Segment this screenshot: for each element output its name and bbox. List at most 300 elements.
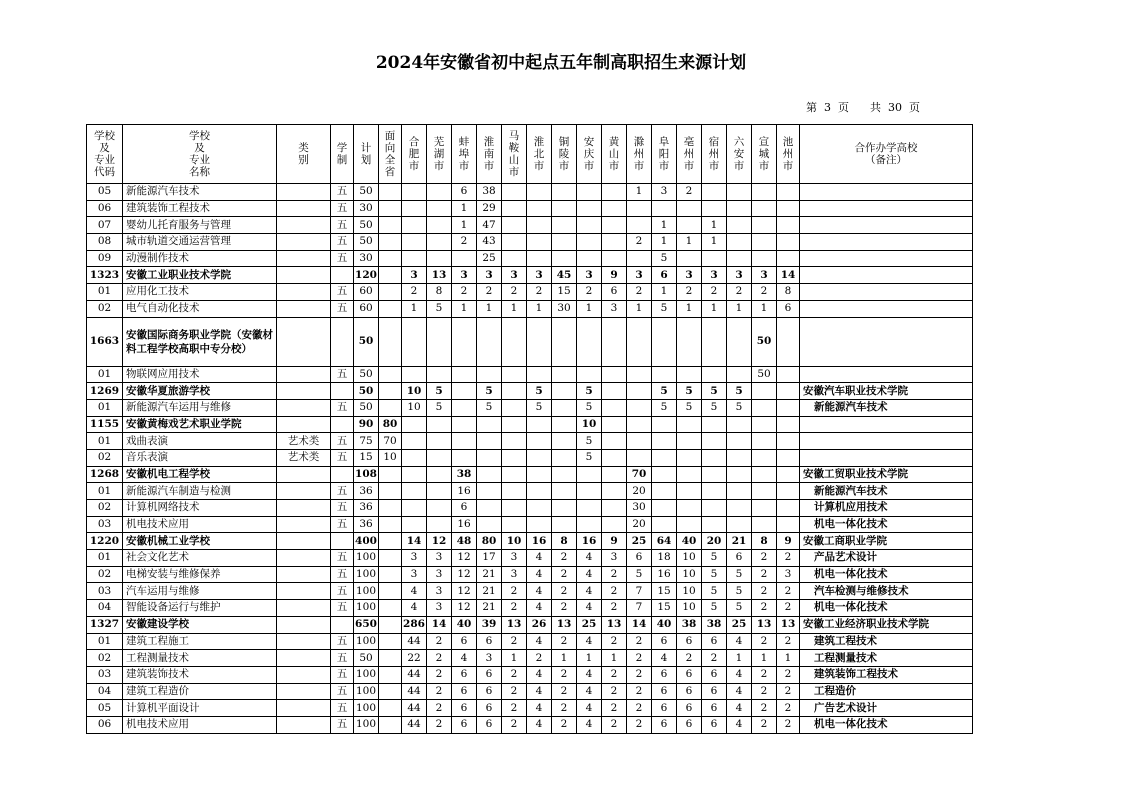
cell-system: 五 <box>331 284 354 301</box>
cell-city-count <box>577 200 602 217</box>
cell-city-count <box>402 466 427 483</box>
cell-city-count: 21 <box>477 600 502 617</box>
cell-city-count: 2 <box>602 716 627 733</box>
cell-province: 70 <box>379 433 402 450</box>
cell-city-count <box>402 500 427 517</box>
cell-system <box>331 317 354 366</box>
cell-city-count <box>777 466 800 483</box>
cell-city-count: 25 <box>577 616 602 633</box>
header-city: 马 鞍 山 市 <box>502 125 527 184</box>
cell-system: 五 <box>331 200 354 217</box>
cell-name: 计算机平面设计 <box>123 700 277 717</box>
cell-province <box>379 616 402 633</box>
cell-city-count <box>527 516 552 533</box>
document-title: 2024年安徽省初中起点五年制高职招生来源计划 <box>375 53 747 73</box>
cell-city-count <box>402 250 427 267</box>
cell-city-count: 5 <box>652 383 677 400</box>
cell-city-count <box>777 433 800 450</box>
cell-city-count <box>527 200 552 217</box>
cell-city-count <box>402 200 427 217</box>
cell-province <box>379 533 402 550</box>
header-city: 合 肥 市 <box>402 125 427 184</box>
cell-city-count <box>727 433 752 450</box>
cell-city-count <box>477 466 502 483</box>
cell-city-count: 2 <box>427 716 452 733</box>
cell-city-count: 9 <box>602 533 627 550</box>
cell-plan: 50 <box>354 217 379 234</box>
cell-system: 五 <box>331 550 354 567</box>
cell-city-count <box>752 200 777 217</box>
cell-city-count: 5 <box>652 399 677 416</box>
cell-city-count <box>527 250 552 267</box>
cell-city-count: 4 <box>527 683 552 700</box>
cell-city-count: 80 <box>477 533 502 550</box>
cell-city-count <box>552 250 577 267</box>
cell-city-count: 17 <box>477 550 502 567</box>
cell-city-count <box>602 200 627 217</box>
cell-city-count: 1 <box>577 300 602 317</box>
cell-city-count <box>552 184 577 201</box>
cell-city-count: 1 <box>752 300 777 317</box>
cell-city-count: 6 <box>727 550 752 567</box>
cell-code: 08 <box>87 234 123 251</box>
cell-city-count <box>777 366 800 383</box>
cell-plan: 400 <box>354 533 379 550</box>
enrollment-plan-table <box>86 124 973 734</box>
cell-city-count: 6 <box>477 700 502 717</box>
cell-city-count: 2 <box>602 600 627 617</box>
major-row <box>87 250 973 267</box>
cell-city-count: 20 <box>702 533 727 550</box>
cell-city-count: 2 <box>752 633 777 650</box>
cell-city-count: 9 <box>777 533 800 550</box>
cell-city-count: 12 <box>452 550 477 567</box>
cell-city-count <box>652 200 677 217</box>
cell-system: 五 <box>331 366 354 383</box>
cell-city-count <box>427 500 452 517</box>
cell-city-count <box>627 200 652 217</box>
cell-city-count: 38 <box>677 616 702 633</box>
cell-city-count: 6 <box>477 716 502 733</box>
cell-city-count <box>602 449 627 466</box>
cell-city-count <box>502 399 527 416</box>
cell-city-count: 10 <box>677 583 702 600</box>
cell-city-count <box>777 317 800 366</box>
cell-city-count: 3 <box>702 267 727 284</box>
cell-city-count <box>777 383 800 400</box>
cell-note: 安徽工业经济职业技术学院 <box>800 616 973 633</box>
major-row <box>87 449 973 466</box>
major-row <box>87 633 973 650</box>
cell-city-count <box>552 449 577 466</box>
cell-city-count: 1 <box>727 650 752 667</box>
cell-city-count: 1 <box>402 300 427 317</box>
cell-city-count <box>777 449 800 466</box>
cell-city-count <box>602 416 627 433</box>
cell-province <box>379 200 402 217</box>
cell-city-count: 2 <box>752 583 777 600</box>
cell-system: 五 <box>331 449 354 466</box>
cell-type <box>277 516 331 533</box>
major-row <box>87 184 973 201</box>
cell-province <box>379 700 402 717</box>
cell-city-count <box>777 200 800 217</box>
cell-code: 03 <box>87 583 123 600</box>
cell-name: 汽车运用与维修 <box>123 583 277 600</box>
table-header-row <box>87 125 973 184</box>
cell-city-count: 25 <box>727 616 752 633</box>
cell-note <box>800 433 973 450</box>
cell-city-count: 12 <box>452 566 477 583</box>
major-row <box>87 366 973 383</box>
cell-city-count: 4 <box>577 716 602 733</box>
cell-system: 五 <box>331 217 354 234</box>
cell-system <box>331 466 354 483</box>
cell-type <box>277 583 331 600</box>
cell-type <box>277 716 331 733</box>
cell-city-count: 21 <box>477 566 502 583</box>
cell-city-count <box>627 399 652 416</box>
cell-type <box>277 284 331 301</box>
cell-city-count: 1 <box>477 300 502 317</box>
cell-city-count: 38 <box>452 466 477 483</box>
cell-city-count: 5 <box>727 399 752 416</box>
cell-city-count: 2 <box>552 566 577 583</box>
cell-system: 五 <box>331 234 354 251</box>
cell-note: 建筑装饰工程技术 <box>800 666 973 683</box>
cell-code: 06 <box>87 716 123 733</box>
cell-system <box>331 416 354 433</box>
cell-city-count: 13 <box>752 616 777 633</box>
cell-plan: 50 <box>354 317 379 366</box>
cell-city-count: 2 <box>602 700 627 717</box>
cell-city-count <box>502 200 527 217</box>
cell-city-count: 6 <box>477 683 502 700</box>
cell-name: 应用化工技术 <box>123 284 277 301</box>
cell-city-count: 2 <box>452 284 477 301</box>
cell-city-count <box>452 433 477 450</box>
cell-city-count: 3 <box>477 650 502 667</box>
cell-city-count: 2 <box>552 700 577 717</box>
cell-code: 1155 <box>87 416 123 433</box>
cell-city-count <box>652 500 677 517</box>
major-row <box>87 500 973 517</box>
cell-city-count: 15 <box>652 600 677 617</box>
cell-city-count <box>627 250 652 267</box>
cell-type <box>277 416 331 433</box>
cell-city-count <box>602 500 627 517</box>
cell-city-count: 25 <box>477 250 502 267</box>
cell-city-count: 3 <box>627 267 652 284</box>
cell-city-count <box>702 449 727 466</box>
cell-city-count: 6 <box>477 666 502 683</box>
cell-city-count <box>452 399 477 416</box>
cell-province <box>379 483 402 500</box>
major-row <box>87 200 973 217</box>
cell-city-count: 13 <box>552 616 577 633</box>
cell-city-count <box>452 250 477 267</box>
cell-name: 动漫制作技术 <box>123 250 277 267</box>
cell-city-count: 3 <box>602 550 627 567</box>
cell-system: 五 <box>331 650 354 667</box>
header-city: 黄 山 市 <box>602 125 627 184</box>
cell-city-count <box>752 217 777 234</box>
cell-city-count: 16 <box>452 516 477 533</box>
cell-city-count <box>652 516 677 533</box>
cell-name: 安徽华夏旅游学校 <box>123 383 277 400</box>
cell-city-count <box>702 433 727 450</box>
cell-city-count: 13 <box>602 616 627 633</box>
cell-note <box>800 217 973 234</box>
header-name: 学校 及 专业 名称 <box>123 125 277 184</box>
cell-city-count <box>752 383 777 400</box>
cell-city-count: 2 <box>552 666 577 683</box>
cell-city-count: 5 <box>727 600 752 617</box>
cell-city-count: 3 <box>652 184 677 201</box>
cell-city-count <box>552 234 577 251</box>
cell-system <box>331 616 354 633</box>
cell-plan: 60 <box>354 300 379 317</box>
cell-province <box>379 600 402 617</box>
cell-city-count: 16 <box>527 533 552 550</box>
cell-city-count <box>452 449 477 466</box>
cell-city-count: 6 <box>777 300 800 317</box>
cell-name: 安徽黄梅戏艺术职业学院 <box>123 416 277 433</box>
cell-type <box>277 234 331 251</box>
cell-city-count <box>577 366 602 383</box>
cell-city-count: 40 <box>652 616 677 633</box>
cell-city-count <box>502 500 527 517</box>
cell-city-count <box>427 516 452 533</box>
cell-city-count: 8 <box>752 533 777 550</box>
cell-city-count <box>752 399 777 416</box>
cell-city-count <box>477 317 502 366</box>
cell-province <box>379 234 402 251</box>
cell-type <box>277 383 331 400</box>
cell-plan: 60 <box>354 284 379 301</box>
cell-city-count: 43 <box>477 234 502 251</box>
cell-type <box>277 700 331 717</box>
cell-city-count <box>602 250 627 267</box>
cell-code: 01 <box>87 483 123 500</box>
cell-city-count: 8 <box>552 533 577 550</box>
cell-city-count <box>727 449 752 466</box>
header-city: 宿 州 市 <box>702 125 727 184</box>
cell-plan: 100 <box>354 683 379 700</box>
cell-city-count: 1 <box>452 217 477 234</box>
cell-city-count <box>402 217 427 234</box>
header-city: 六 安 市 <box>727 125 752 184</box>
cell-note: 新能源汽车技术 <box>800 399 973 416</box>
cell-city-count <box>702 466 727 483</box>
cell-city-count: 4 <box>527 633 552 650</box>
cell-city-count: 5 <box>477 399 502 416</box>
cell-city-count: 14 <box>427 616 452 633</box>
cell-city-count <box>502 317 527 366</box>
cell-city-count: 2 <box>677 184 702 201</box>
cell-city-count: 2 <box>502 700 527 717</box>
cell-city-count: 4 <box>402 600 427 617</box>
cell-city-count <box>527 483 552 500</box>
cell-plan: 36 <box>354 516 379 533</box>
cell-city-count: 10 <box>577 416 602 433</box>
cell-province <box>379 550 402 567</box>
cell-city-count: 2 <box>602 566 627 583</box>
cell-city-count <box>702 416 727 433</box>
cell-note <box>800 184 973 201</box>
cell-note <box>800 250 973 267</box>
cell-city-count <box>727 516 752 533</box>
cell-city-count: 2 <box>777 633 800 650</box>
cell-plan: 15 <box>354 449 379 466</box>
cell-city-count: 2 <box>502 633 527 650</box>
cell-city-count: 10 <box>502 533 527 550</box>
cell-city-count: 4 <box>527 550 552 567</box>
cell-type: 艺术类 <box>277 449 331 466</box>
cell-system: 五 <box>331 566 354 583</box>
major-row <box>87 284 973 301</box>
cell-province: 10 <box>379 449 402 466</box>
cell-name: 建筑装饰工程技术 <box>123 200 277 217</box>
cell-city-count <box>502 416 527 433</box>
cell-city-count <box>552 200 577 217</box>
cell-note <box>800 284 973 301</box>
table-body <box>87 184 973 734</box>
cell-city-count <box>627 383 652 400</box>
cell-city-count: 5 <box>527 383 552 400</box>
cell-city-count: 6 <box>677 683 702 700</box>
cell-plan: 90 <box>354 416 379 433</box>
cell-city-count: 2 <box>502 600 527 617</box>
cell-city-count: 48 <box>452 533 477 550</box>
cell-city-count: 5 <box>652 250 677 267</box>
cell-city-count <box>752 500 777 517</box>
cell-city-count <box>602 317 627 366</box>
cell-city-count <box>527 234 552 251</box>
cell-city-count: 6 <box>652 700 677 717</box>
cell-plan: 50 <box>354 650 379 667</box>
cell-city-count: 6 <box>452 633 477 650</box>
cell-city-count <box>677 500 702 517</box>
cell-city-count <box>502 250 527 267</box>
cell-city-count: 3 <box>527 267 552 284</box>
cell-system: 五 <box>331 583 354 600</box>
header-plan: 计 划 <box>354 125 379 184</box>
cell-city-count <box>502 466 527 483</box>
cell-type <box>277 666 331 683</box>
cell-province <box>379 583 402 600</box>
major-row <box>87 550 973 567</box>
header-city: 铜 陵 市 <box>552 125 577 184</box>
cell-plan: 30 <box>354 250 379 267</box>
cell-city-count <box>602 184 627 201</box>
cell-city-count: 5 <box>652 300 677 317</box>
cell-city-count <box>777 500 800 517</box>
cell-city-count: 47 <box>477 217 502 234</box>
cell-city-count <box>477 433 502 450</box>
cell-city-count: 5 <box>702 566 727 583</box>
cell-type <box>277 533 331 550</box>
cell-type <box>277 366 331 383</box>
cell-city-count: 15 <box>652 583 677 600</box>
cell-city-count: 44 <box>402 700 427 717</box>
cell-city-count: 6 <box>477 633 502 650</box>
cell-city-count: 4 <box>727 666 752 683</box>
header-city: 蚌 埠 市 <box>452 125 477 184</box>
cell-city-count: 13 <box>777 616 800 633</box>
cell-city-count <box>552 516 577 533</box>
cell-city-count: 20 <box>627 516 652 533</box>
cell-city-count: 2 <box>552 683 577 700</box>
cell-city-count: 3 <box>752 267 777 284</box>
cell-city-count: 1 <box>577 650 602 667</box>
cell-city-count <box>427 449 452 466</box>
cell-city-count <box>752 516 777 533</box>
cell-city-count <box>602 399 627 416</box>
cell-province <box>379 399 402 416</box>
cell-city-count <box>577 317 602 366</box>
cell-city-count <box>702 366 727 383</box>
cell-system: 五 <box>331 483 354 500</box>
cell-plan: 36 <box>354 483 379 500</box>
cell-city-count <box>502 433 527 450</box>
cell-city-count <box>677 416 702 433</box>
cell-type <box>277 217 331 234</box>
cell-system: 五 <box>331 683 354 700</box>
cell-city-count: 2 <box>752 666 777 683</box>
cell-plan: 75 <box>354 433 379 450</box>
header-city: 淮 北 市 <box>527 125 552 184</box>
cell-city-count: 39 <box>477 616 502 633</box>
cell-system: 五 <box>331 433 354 450</box>
cell-city-count: 4 <box>652 650 677 667</box>
major-row <box>87 217 973 234</box>
cell-city-count <box>527 449 552 466</box>
cell-city-count <box>577 234 602 251</box>
cell-city-count: 21 <box>727 533 752 550</box>
cell-city-count: 5 <box>427 399 452 416</box>
cell-province <box>379 300 402 317</box>
cell-code: 02 <box>87 300 123 317</box>
cell-city-count <box>677 449 702 466</box>
cell-province <box>379 650 402 667</box>
cell-note: 机电一体化技术 <box>800 716 973 733</box>
cell-city-count: 3 <box>727 267 752 284</box>
cell-city-count: 6 <box>652 716 677 733</box>
cell-city-count <box>627 416 652 433</box>
cell-city-count: 2 <box>402 284 427 301</box>
school-row <box>87 317 973 366</box>
cell-type <box>277 184 331 201</box>
cell-province <box>379 566 402 583</box>
cell-city-count: 25 <box>627 533 652 550</box>
cell-city-count <box>677 217 702 234</box>
cell-note <box>800 317 973 366</box>
cell-city-count: 4 <box>527 583 552 600</box>
cell-province <box>379 250 402 267</box>
cell-system <box>331 267 354 284</box>
cell-city-count <box>477 483 502 500</box>
cell-city-count: 3 <box>402 267 427 284</box>
cell-plan: 650 <box>354 616 379 633</box>
cell-system: 五 <box>331 184 354 201</box>
cell-province <box>379 267 402 284</box>
cell-city-count <box>402 433 427 450</box>
cell-type <box>277 650 331 667</box>
cell-city-count: 6 <box>452 500 477 517</box>
cell-city-count: 4 <box>577 633 602 650</box>
cell-city-count: 1 <box>527 300 552 317</box>
